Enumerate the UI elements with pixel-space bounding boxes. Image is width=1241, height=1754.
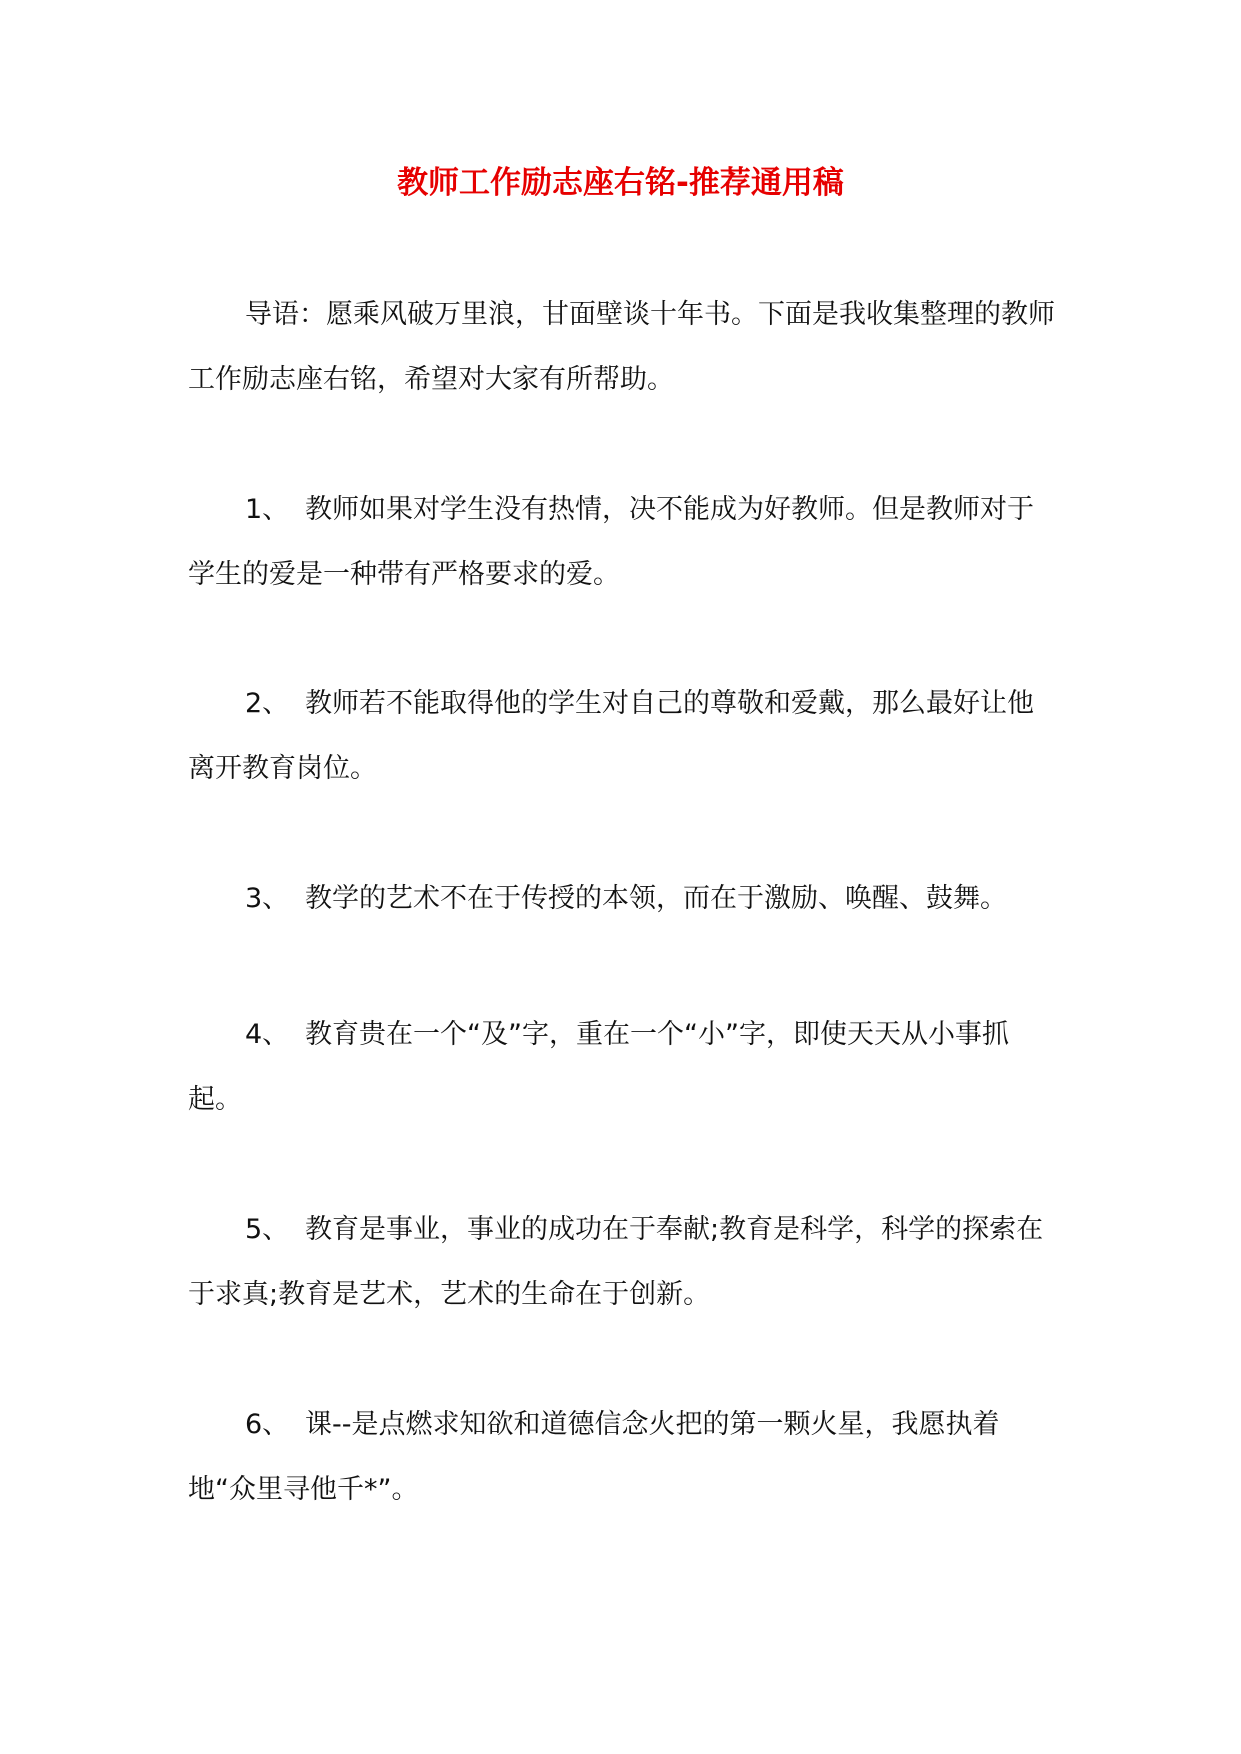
item-text: 课--是点燃求知欲和道德信念火把的第一颗火星，我愿执着地“众里寻他千*”。 <box>188 1409 1000 1505</box>
item-number: 4、 <box>245 1019 290 1050</box>
item-text: 教学的艺术不在于传授的本领，而在于激励、唤醒、鼓舞。 <box>305 883 1007 914</box>
list-item <box>188 1392 1058 1522</box>
list-item <box>188 671 1058 801</box>
list-item <box>188 866 1058 931</box>
item-number: 2、 <box>245 688 290 719</box>
item-number: 3、 <box>245 883 290 914</box>
intro-paragraph: 导语：愿乘风破万里浪，甘面壁谈十年书。下面是我收集整理的教师工作励志座右铭，希望对大家有所帮助。 <box>188 299 1055 395</box>
list-item <box>188 1197 1058 1327</box>
item-text: 教师如果对学生没有热情，决不能成为好教师。但是教师对于学生的爱是一种带有严格要求的爱。 <box>188 494 1034 590</box>
item-text: 教育贵在一个“及”字，重在一个“小”字，即使天天从小事抓起。 <box>188 1019 1009 1115</box>
item-number: 1、 <box>245 494 290 525</box>
list-item <box>188 1002 1058 1132</box>
item-text: 教育是事业，事业的成功在于奉献;教育是科学，科学的探索在于求真;教育是艺术，艺术的生命在于创新。 <box>188 1214 1044 1310</box>
item-number: 5、 <box>245 1214 290 1245</box>
item-text: 教师若不能取得他的学生对自己的尊敬和爱戴，那么最好让他离开教育岗位。 <box>188 688 1034 784</box>
item-number: 6、 <box>245 1409 290 1440</box>
document-title: 教师工作励志座右铭-推荐通用稿 <box>397 165 844 201</box>
list-item <box>188 477 1058 607</box>
